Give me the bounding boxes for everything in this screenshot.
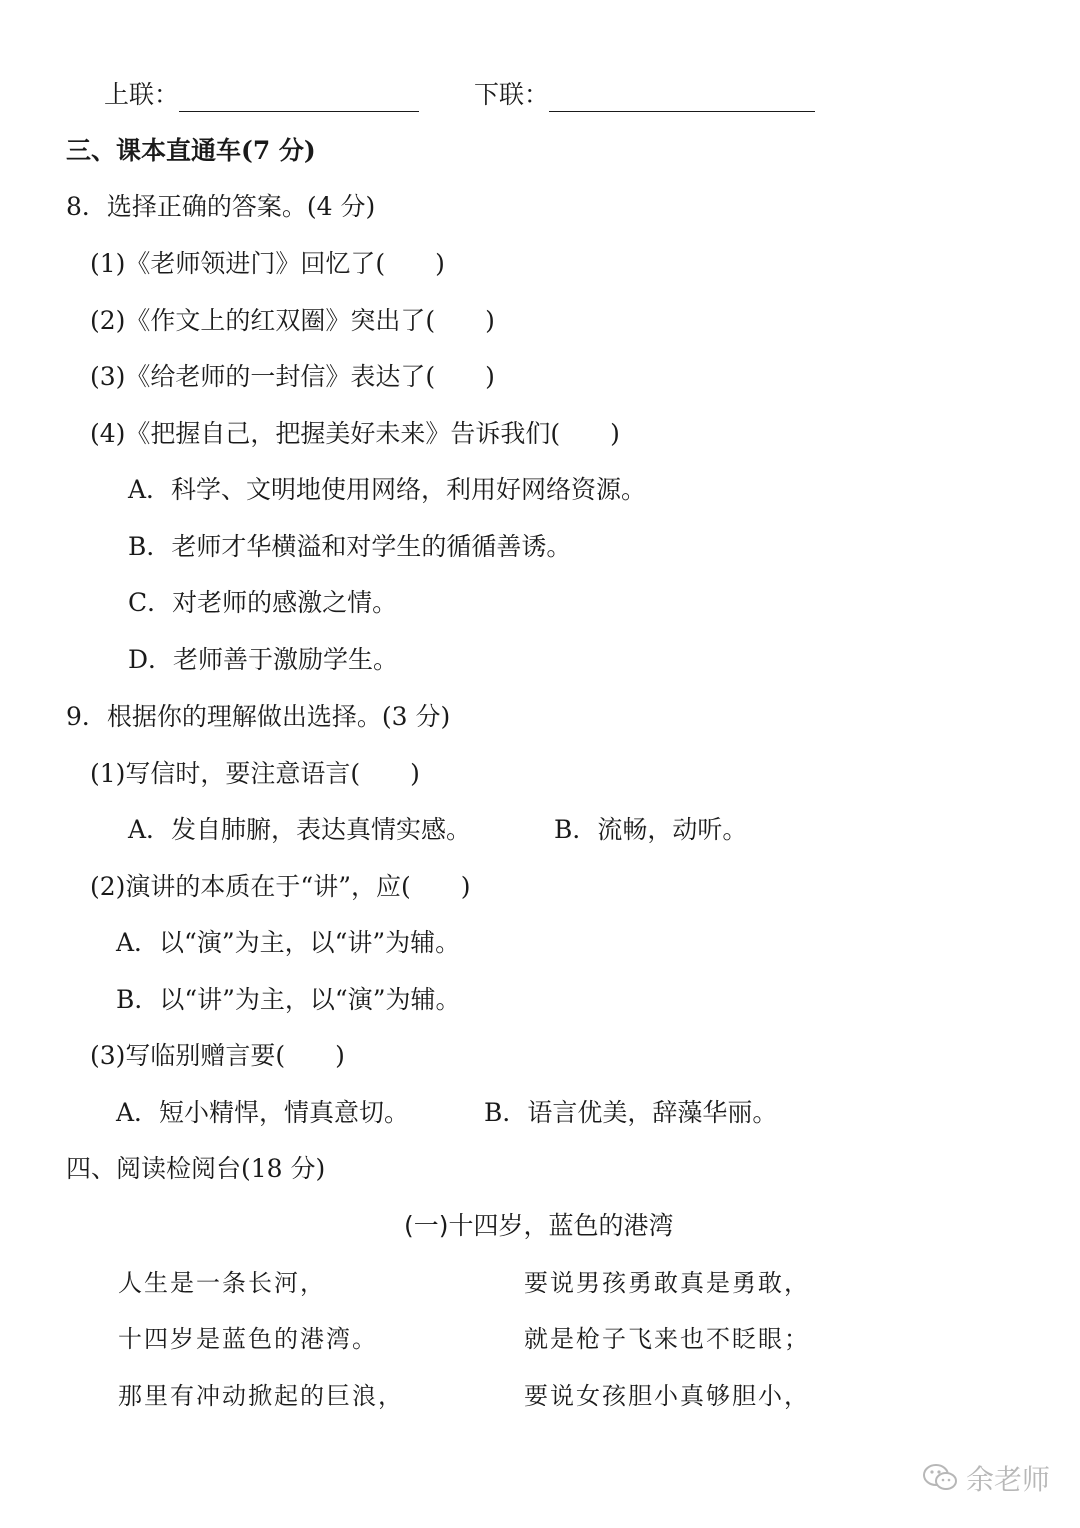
q8-item-4: (4)《把握自己，把握美好未来》告诉我们( ) xyxy=(90,419,620,448)
poem-left-line-2: 十四岁是蓝色的港湾。 xyxy=(118,1325,378,1353)
q9-p1-option-b: B．流畅，动听。 xyxy=(554,815,748,844)
q9-p2-option-b: B．以“讲”为主，以“演”为辅。 xyxy=(116,985,461,1014)
q8-option-c: C．对老师的感激之情。 xyxy=(128,588,398,617)
q8-title: 8．选择正确的答案。(4 分) xyxy=(66,192,376,221)
q8-option-a: A．科学、文明地使用网络，利用好网络资源。 xyxy=(128,475,647,504)
section4-heading: 四、阅读检阅台(18 分) xyxy=(66,1154,326,1183)
q8-option-b: B．老师才华横溢和对学生的循循善诱。 xyxy=(128,532,572,561)
q8-option-d: D．老师善于激励学生。 xyxy=(128,645,399,674)
poem-right-line-3: 要说女孩胆小真够胆小， xyxy=(524,1382,810,1410)
couplet-lower xyxy=(474,78,815,112)
poem-left-line-1: 人生是一条长河， xyxy=(118,1269,326,1297)
q9-p2-option-a: A．以“演”为主，以“讲”为辅。 xyxy=(116,928,461,957)
watermark-text: 余老师 xyxy=(966,1463,1051,1496)
q9-title: 9．根据你的理解做出选择。(3 分) xyxy=(66,702,451,731)
section3-heading: 三、课本直通车(7 分) xyxy=(66,136,316,165)
watermark xyxy=(922,1453,1050,1503)
q8-item-3: (3)《给老师的一封信》表达了( ) xyxy=(90,362,495,391)
q9-p3-option-a: A．短小精悍，情真意切。 xyxy=(116,1098,410,1127)
couplet-upper-blank[interactable] xyxy=(179,87,419,112)
q9-p2-question: (2)演讲的本质在于“讲”，应( ) xyxy=(90,872,471,901)
couplet-upper-label: 上联： xyxy=(104,80,180,109)
passage-title: (一)十四岁，蓝色的港湾 xyxy=(404,1211,674,1240)
q9-p1-question: (1)写信时，要注意语言( ) xyxy=(90,759,420,788)
poem-left-line-3: 那里有冲动掀起的巨浪， xyxy=(118,1382,404,1410)
poem-right-line-1: 要说男孩勇敢真是勇敢， xyxy=(524,1269,810,1297)
poem-right-line-2: 就是枪子飞来也不眨眼； xyxy=(524,1325,810,1353)
wechat-icon xyxy=(922,1462,958,1494)
q9-p3-question: (3)写临别赠言要( ) xyxy=(90,1041,345,1070)
couplet-lower-label: 下联： xyxy=(474,80,550,109)
couplet-upper xyxy=(104,78,419,112)
q9-p3-option-b: B．语言优美，辞藻华丽。 xyxy=(484,1098,778,1127)
q8-item-2: (2)《作文上的红双圈》突出了( ) xyxy=(90,306,495,335)
q9-p1-option-a: A．发自肺腑，表达真情实感。 xyxy=(128,815,472,844)
couplet-lower-blank[interactable] xyxy=(549,87,815,112)
q8-item-1: (1)《老师领进门》回忆了( ) xyxy=(90,249,445,278)
